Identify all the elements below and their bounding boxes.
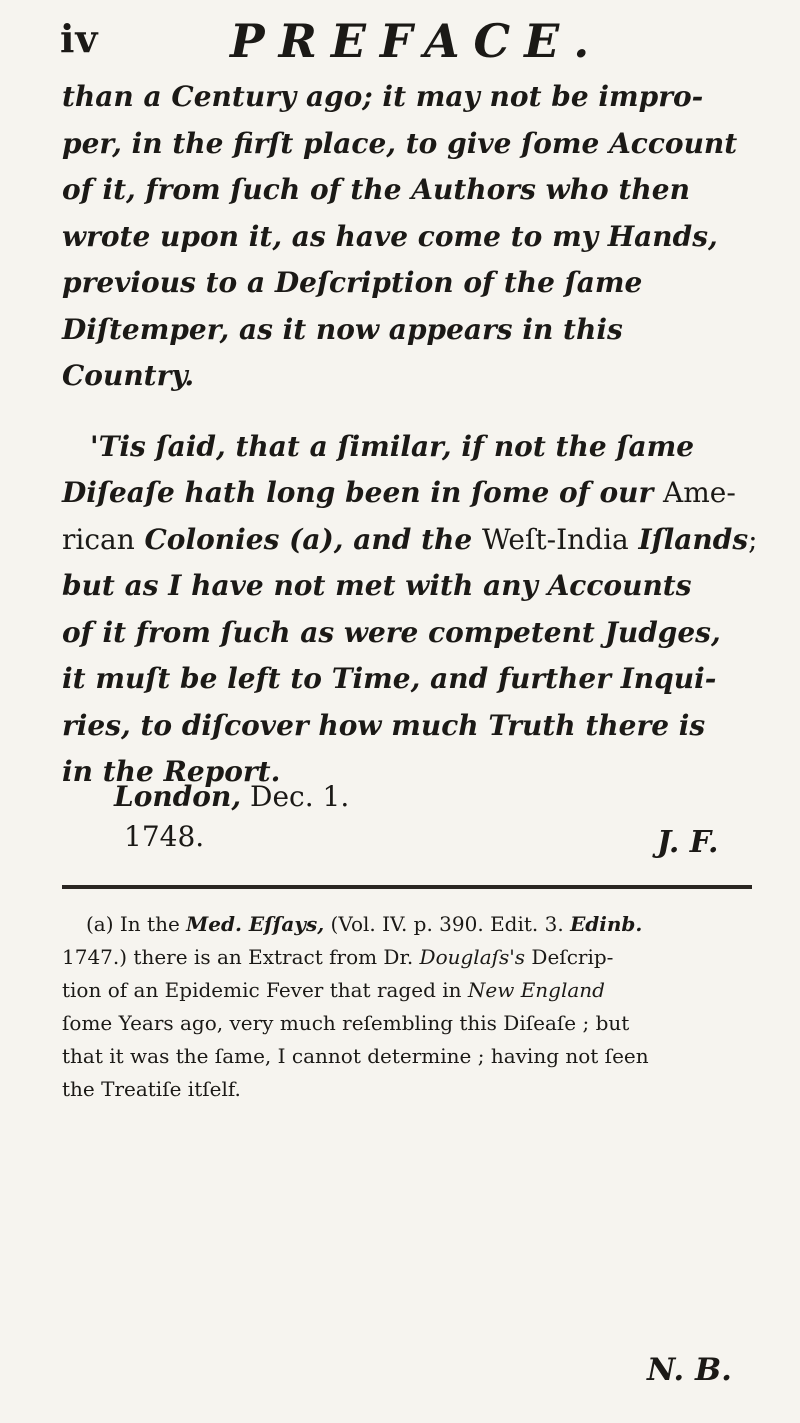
footnote-line: (a) In the Med. Eſſays, (Vol. IV. p. 390. Edit. 3. Edinb. xyxy=(86,912,643,936)
text-line: 'Tis ſaid, that a ſimilar, if not the ſame xyxy=(90,429,695,463)
footnote-line: the Treatiſe itſelf. xyxy=(62,1077,241,1101)
text-line: Diſtemper, as it now appears in this xyxy=(62,312,623,346)
text-line: of it, from ſuch of the Authors who then xyxy=(62,173,690,206)
text-line: in the Report. xyxy=(62,755,281,788)
footnote-line: that it was the ſame, I cannot determine ; having not ſeen xyxy=(62,1044,649,1068)
dateline xyxy=(114,777,349,857)
text-line: per, in the firſt place, to give ſome Account xyxy=(62,126,738,160)
author-initials: J. F. xyxy=(657,825,719,860)
text-line: than a Century ago; it may not be impro- xyxy=(62,80,704,113)
place-name: London, xyxy=(114,780,242,813)
footnote-line: tion of an Epidemic Fever that raged in New England xyxy=(62,978,605,1002)
text-line: Diſeaſe hath long been in ſome of our Ame- xyxy=(62,476,736,509)
text-line: ries, to diſcover how much Truth there is xyxy=(62,708,706,742)
text-line: of it from ſuch as were competent Judges, xyxy=(62,615,721,649)
text-line: previous to a Deſcription of the ſame xyxy=(62,266,643,299)
year: 1748. xyxy=(124,820,205,853)
text-line: it muſt be left to Time, and further Inqui- xyxy=(62,662,717,695)
text-line: Country. xyxy=(62,359,195,392)
footnote-line: ſome Years ago, very much reſembling this Diſeaſe ; but xyxy=(62,1011,630,1035)
paragraph-2 xyxy=(62,424,758,796)
running-title: PREFACE. xyxy=(230,14,604,68)
paragraph-1 xyxy=(62,74,752,400)
date: Dec. 1. xyxy=(250,780,350,813)
footnote-line: 1747.) there is an Extract from Dr. Douglaſs's Deſcrip- xyxy=(62,945,614,969)
footnote xyxy=(62,908,752,1106)
page-number: iv xyxy=(60,16,99,61)
main-text xyxy=(62,74,758,796)
text-line: but as I have not met with any Accounts xyxy=(62,569,692,602)
page-header xyxy=(60,8,760,78)
text-line: rican Colonies (a), and the Weſt-India Iſlands; xyxy=(62,522,758,556)
text-line: wrote upon it, as have come to my Hands, xyxy=(62,219,718,253)
catchword: N. B. xyxy=(647,1352,732,1388)
footnote-divider xyxy=(62,885,752,889)
